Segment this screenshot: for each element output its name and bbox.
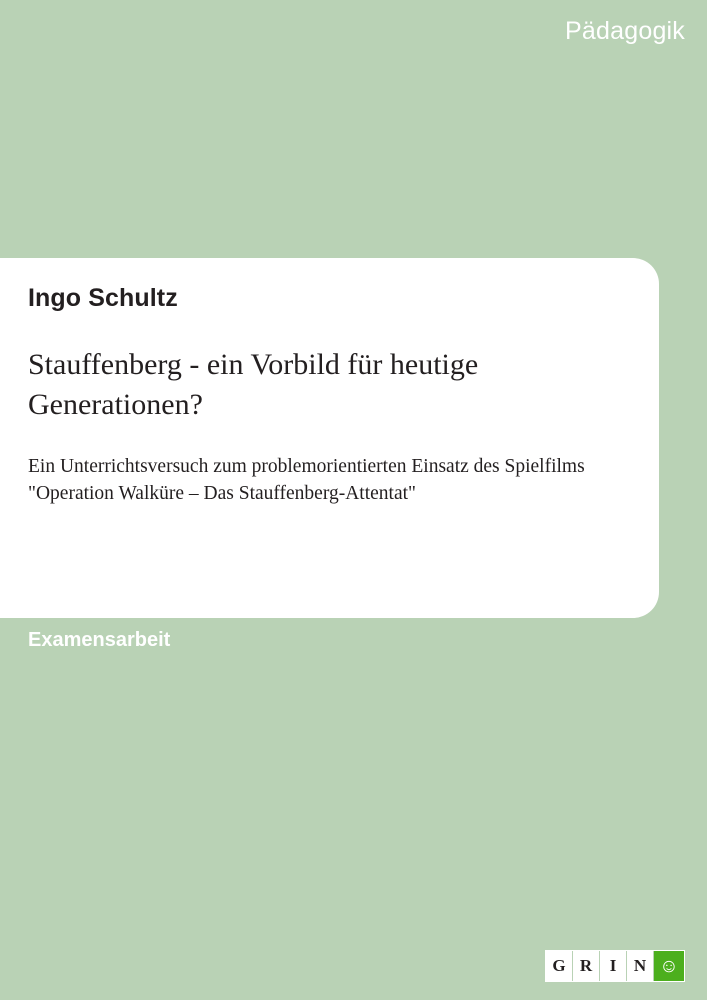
page-title: Stauffenberg - ein Vorbild für heutige Generationen?: [28, 348, 479, 421]
logo-letter-r: R: [573, 951, 600, 981]
logo-letter-g: G: [546, 951, 573, 981]
category-label: Pädagogik: [565, 17, 685, 45]
logo-letter-i: I: [600, 951, 627, 981]
grin-logo: [545, 950, 685, 982]
logo-letter-n: N: [627, 951, 654, 981]
smiley-icon: ☺: [654, 951, 684, 981]
document-type-label: Examensarbeit: [28, 629, 171, 651]
subtitle: Ein Unterrichtsversuch zum problemorientierten Einsatz des Spielfilms "Operation Walküre – Das Stauffenberg-Attentat": [28, 455, 585, 505]
author-name: Ingo Schultz: [28, 284, 178, 312]
title-card: [0, 258, 659, 618]
